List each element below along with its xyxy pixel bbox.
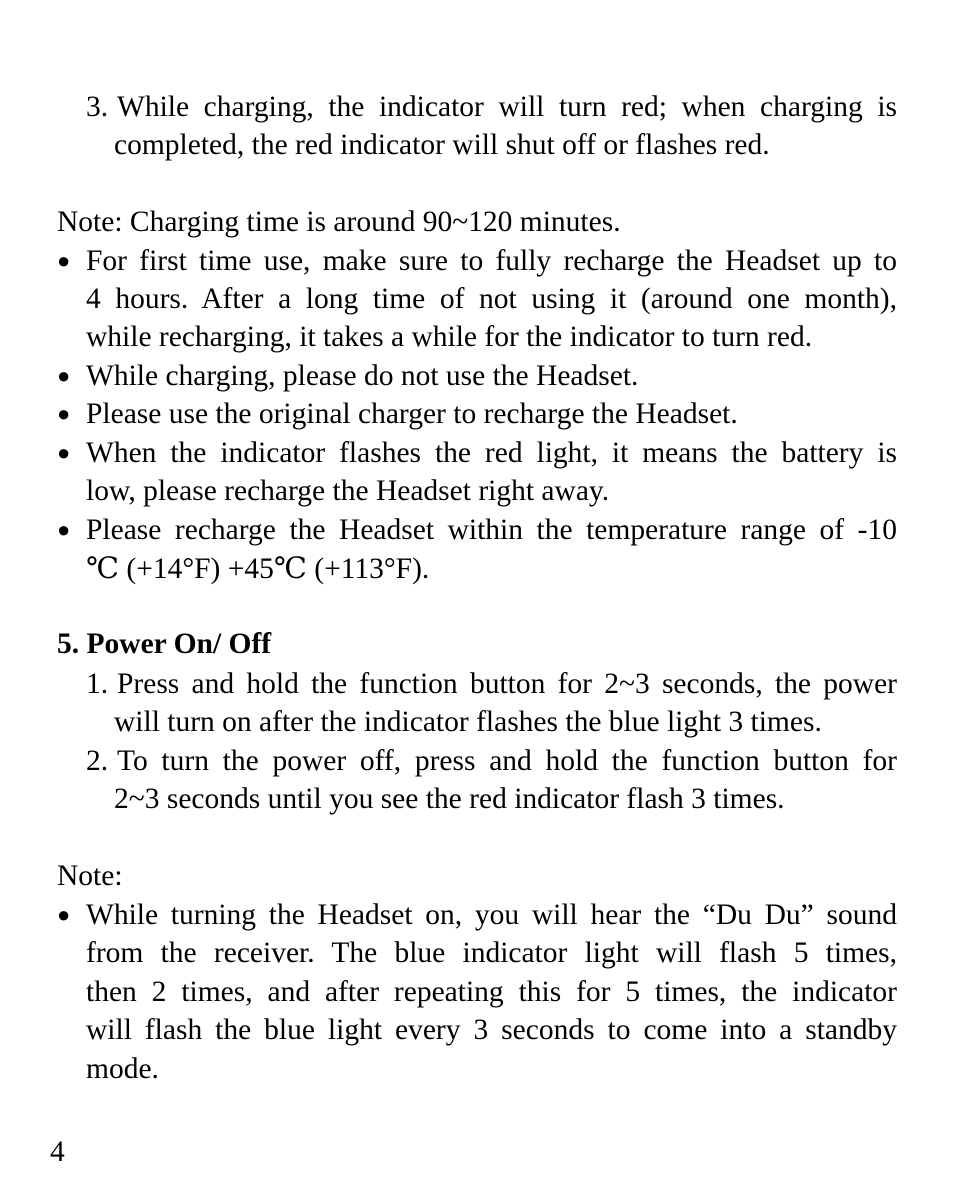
section-heading: 5. Power On/ Off [57,628,272,660]
step-number: 2. [86,745,109,777]
step-number: 3. [86,91,109,123]
bullet-text-line: mode. [86,1053,159,1085]
bullet-text-line: Please recharge the Headset within the temperature range of -10 [86,514,897,546]
bullet-text-line: ℃ (+14°F) +45℃ (+113°F). [86,553,430,585]
step-text-line: While charging, the indicator will turn red; when charging is [117,91,897,123]
bullet-icon: ● [57,440,71,465]
bullet-text-line: while recharging, it takes a while for the indicator to turn red. [86,321,813,353]
bullet-icon: ● [57,902,71,927]
bullet-text-line: For first time use, make sure to fully recharge the Headset up to [86,245,897,277]
bullet-icon: ● [57,363,71,388]
step-text-line: Press and hold the function button for 2~3 seconds, the power [117,668,897,700]
step-text-line: 2~3 seconds until you see the red indicator flash 3 times. [114,783,785,815]
bullet-text-line: 4 hours. After a long time of not using it (around one month), [86,283,897,315]
bullet-text-line: low, please recharge the Headset right away. [86,475,610,507]
page-number: 4 [50,1136,65,1168]
bullet-icon: ● [57,401,71,426]
note-title: Note: Charging time is around 90~120 minutes. [57,206,621,238]
bullet-icon: ● [57,248,71,273]
step-text-line: completed, the red indicator will shut off or flashes red. [114,129,770,161]
bullet-text-line: then 2 times, and after repeating this for 5 times, the indicator [86,976,897,1008]
note-title: Note: [57,860,123,892]
bullet-text-line: When the indicator flashes the red light, it means the battery is [86,437,897,469]
bullet-text-line: While turning the Headset on, you will hear the “Du Du” sound [86,899,897,931]
bullet-text-line: will flash the blue light every 3 seconds to come into a standby [86,1014,897,1046]
bullet-text-line: from the receiver. The blue indicator light will flash 5 times, [86,937,897,969]
bullet-icon: ● [57,517,71,542]
bullet-text-line: While charging, please do not use the Headset. [86,360,639,392]
step-text-line: will turn on after the indicator flashes the blue light 3 times. [114,706,822,738]
step-number: 1. [86,668,109,700]
step-text-line: To turn the power off, press and hold the function button for [117,745,897,777]
bullet-text-line: Please use the original charger to recharge the Headset. [86,398,738,430]
